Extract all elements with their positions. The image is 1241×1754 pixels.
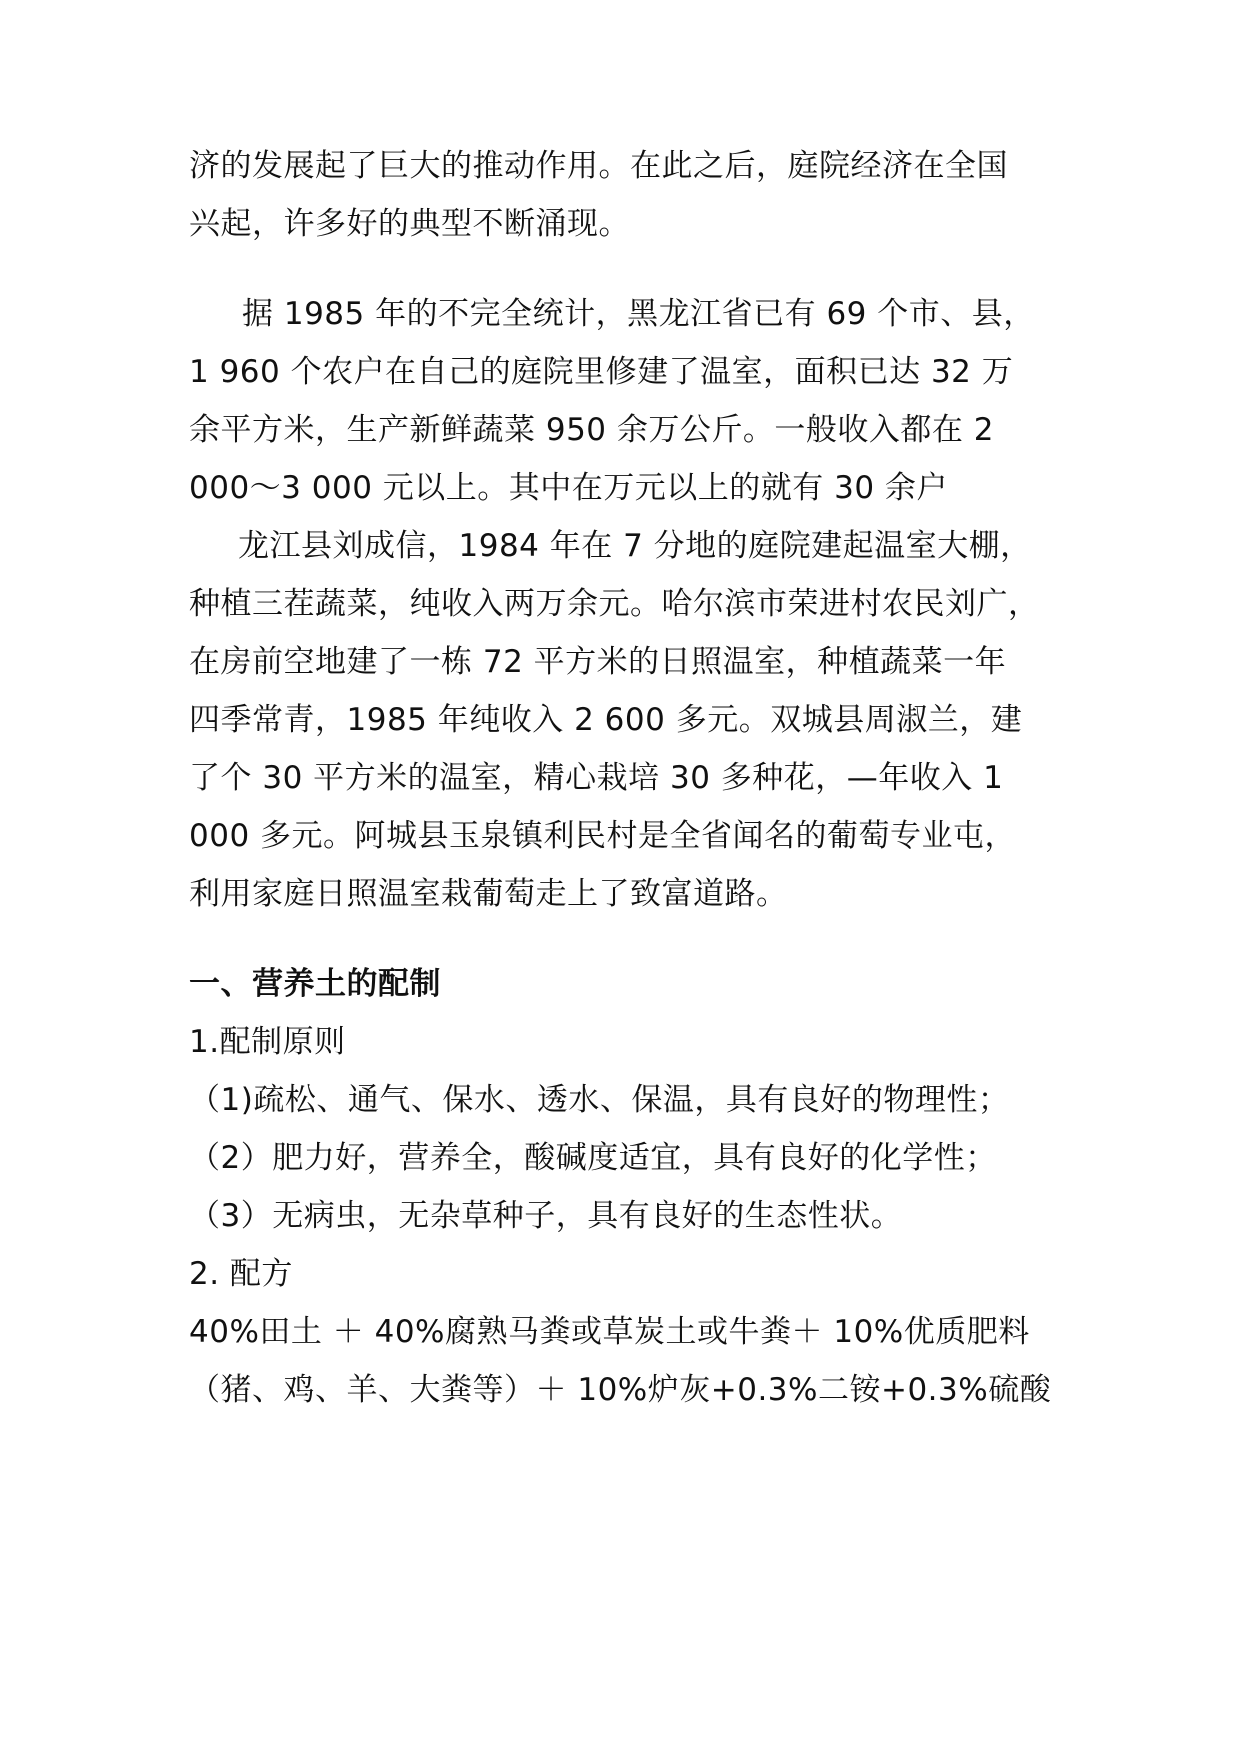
section-heading: 一、营养土的配制	[189, 966, 441, 1002]
examples-line-4: 四季常青，1985 年纯收入 2 600 多元。双城县周淑兰，建	[189, 702, 1023, 738]
examples-line-2: 种植三茬蔬菜，纯收入两万余元。哈尔滨市荣进村农民刘广，	[189, 586, 1040, 622]
stats-line-3: 余平方米，生产新鲜蔬菜 950 余万公斤。一般收入都在 2	[189, 412, 994, 448]
examples-line-7: 利用家庭日照温室栽葡萄走上了致富道路。	[189, 876, 788, 912]
principle-item-2: （2）肥力好，营养全，酸碱度适宜，具有良好的化学性；	[189, 1140, 997, 1176]
intro-line-1: 济的发展起了巨大的推动作用。在此之后，庭院经济在全国	[189, 148, 1008, 184]
examples-line-5: 了个 30 平方米的温室，精心栽培 30 多种花，—年收入 1	[189, 760, 1004, 796]
principles-title: 1.配制原则	[189, 1024, 346, 1060]
principle-item-3: （3）无病虫，无杂草种子，具有良好的生态性状。	[189, 1198, 903, 1234]
formula-line-1: 40%田土 ＋ 40%腐熟马粪或草炭土或牛粪＋ 10%优质肥料	[189, 1314, 1030, 1350]
formula-title: 2. 配方	[189, 1256, 293, 1292]
principle-item-1: （1)疏松、通气、保水、透水、保温，具有良好的物理性；	[189, 1082, 1010, 1118]
examples-line-1: 龙江县刘成信，1984 年在 7 分地的庭院建起温室大棚，	[238, 528, 1032, 564]
examples-line-6: 000 多元。阿城县玉泉镇利民村是全省闻名的葡萄专业屯，	[189, 818, 1017, 854]
examples-line-3: 在房前空地建了一栋 72 平方米的日照温室，种植蔬菜一年	[189, 644, 1007, 680]
formula-line-2: （猪、鸡、羊、大粪等）＋ 10%炉灰+0.3%二铵+0.3%硫酸	[189, 1372, 1052, 1408]
stats-line-4: 000～3 000 元以上。其中在万元以上的就有 30 余户	[189, 470, 948, 506]
stats-line-1: 据 1985 年的不完全统计，黑龙江省已有 69 个市、县，	[242, 296, 1035, 332]
intro-line-2: 兴起，许多好的典型不断涌现。	[189, 206, 630, 242]
stats-line-2: 1 960 个农户在自己的庭院里修建了温室，面积已达 32 万	[189, 354, 1014, 390]
